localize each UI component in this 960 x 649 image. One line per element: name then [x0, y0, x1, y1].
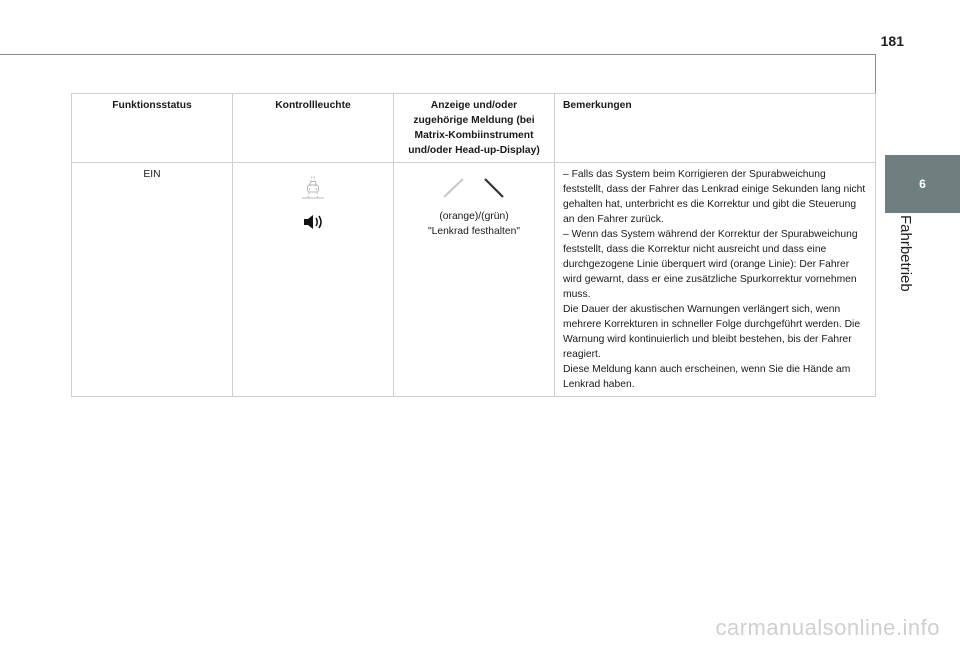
remark-paragraph: Die Dauer der akustischen Warnungen verlängert sich, wenn mehrere Korrekturen in schneller Folge durchgeführt werden. Die Warnung wird kontinuierlich und bleibt bestehen, bis der Fahrer reagiert.	[563, 304, 861, 360]
chapter-tab[interactable]: 6	[885, 155, 960, 213]
header-remarks: Bemerkungen	[555, 94, 876, 163]
header-status: Funktionsstatus	[72, 94, 233, 163]
table-header-row	[72, 94, 876, 163]
header-rule	[0, 54, 875, 55]
chapter-title: Fahrbetrieb	[897, 215, 914, 292]
info-table	[71, 93, 876, 397]
lane-lines-icon	[439, 175, 509, 199]
page-number: 181	[880, 33, 904, 49]
indicator-cell	[233, 163, 394, 397]
display-message: "Lenkrad festhalten"	[427, 226, 521, 237]
header-indicator: Kontrollleuchte	[233, 94, 394, 163]
display-colors: (orange)/(grün)	[439, 211, 509, 222]
sound-warning-icon	[302, 213, 324, 231]
remark-paragraph: – Wenn das System während der Korrektur der Spurabweichung feststellt, dass die Korrektur nicht ausreicht und dass eine durchgezogene Linie überquert wird (orange Linie): Der Fahrer wird gewarnt, dass er eine zusätzliche Spurkorrektur vornehmen muss.	[563, 229, 858, 300]
header-display: Anzeige und/oder zugehörige Meldung (bei Matrix-Kombiinstrument und/oder Head-up-Display)	[394, 94, 555, 163]
remarks-cell	[555, 163, 876, 397]
display-cell	[394, 163, 555, 397]
remark-paragraph: – Falls das System beim Korrigieren der Spurabweichung feststellt, dass der Fahrer das Lenkrad einige Sekunden lang nicht gehalten hat, unterbricht es die Korrektur und gibt die Steuerung an den Fahrer zurück.	[563, 169, 866, 225]
status-cell: EIN	[72, 163, 233, 397]
lane-keeping-warning-icon	[298, 171, 328, 201]
table-row	[72, 163, 876, 397]
watermark: carmanualsonline.info	[715, 615, 940, 640]
remark-paragraph: Diese Meldung kann auch erscheinen, wenn Sie die Hände am Lenkrad haben.	[563, 364, 851, 390]
